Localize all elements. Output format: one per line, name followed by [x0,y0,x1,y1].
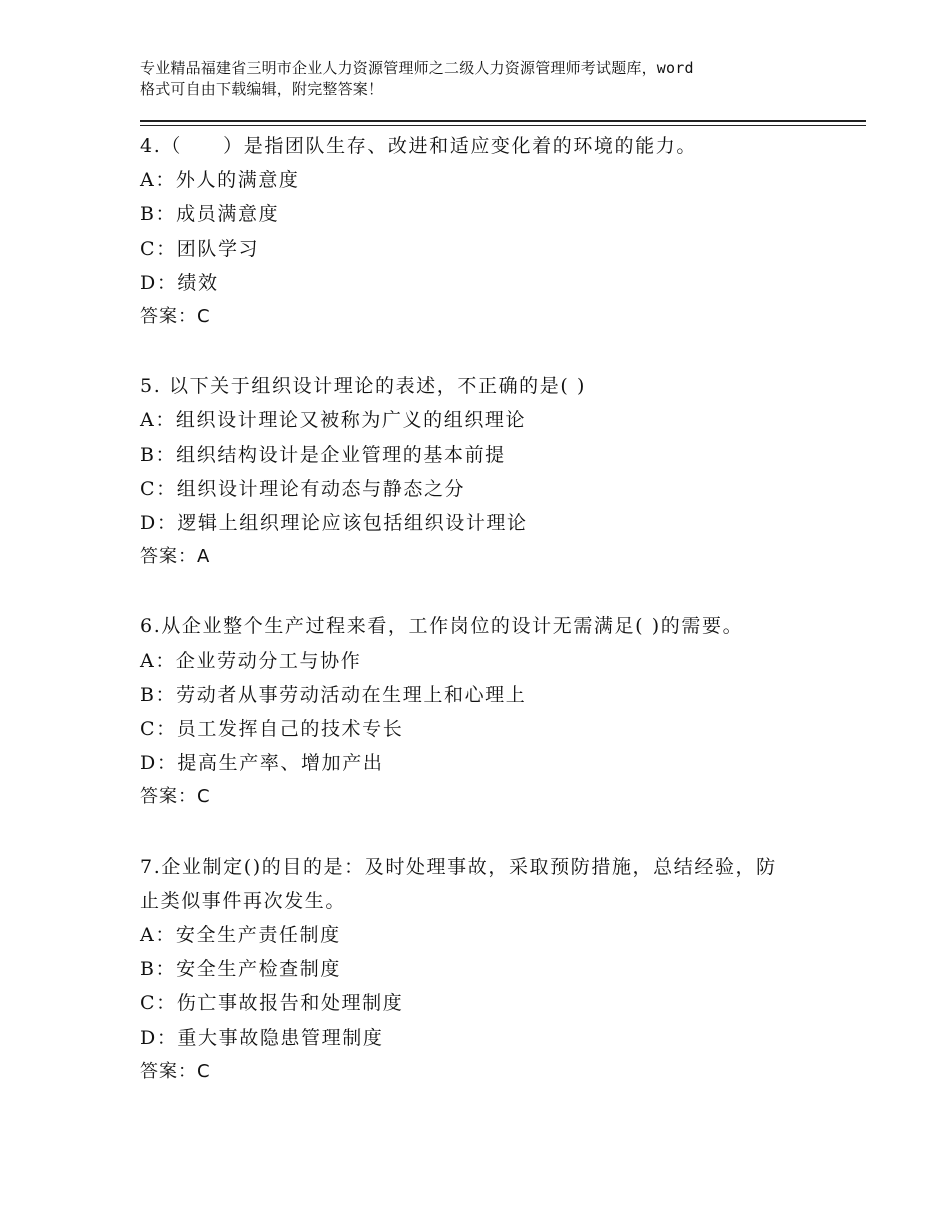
document-header [140,58,840,100]
option-d: D：提高生产率、增加产出 [140,752,384,775]
option-a: A：安全生产责任制度 [140,924,341,947]
header-rule-thin [140,125,866,126]
answer-line: 答案：C [140,306,211,328]
option-c: C：组织设计理论有动态与静态之分 [140,477,466,500]
question-7 [140,850,860,1089]
answer-line: 答案：C [140,786,211,808]
question-6 [140,609,860,814]
option-d: D：绩效 [140,271,219,294]
option-a: A：企业劳动分工与协作 [140,649,362,672]
option-c: C：伤亡事故报告和处理制度 [140,992,404,1015]
option-c: C：团队学习 [140,237,260,260]
question-stem: 7.企业制定()的目的是：及时处理事故，采取预防措施，总结经验，防止类似事件再次发生。 [140,855,777,912]
header-line-1: 专业精品福建省三明市企业人力资源管理师之二级人力资源管理师考试题库，word [140,59,694,77]
header-rule-thick [140,120,866,122]
question-stem: 6.从企业整个生产过程来看，工作岗位的设计无需满足( )的需要。 [140,615,744,638]
option-b: B：安全生产检查制度 [140,958,341,981]
option-a: A：组织设计理论又被称为广义的组织理论 [140,409,527,432]
option-c: C：员工发挥自己的技术专长 [140,718,404,741]
question-stem: 4.（ ）是指团队生存、改进和适应变化着的环境的能力。 [140,135,697,157]
answer-line: 答案：C [140,1060,211,1082]
option-a: A：外人的满意度 [140,169,300,192]
question-stem: 5. 以下关于组织设计理论的表述，不正确的是( ) [140,375,587,398]
answer-line: 答案：A [140,546,211,568]
option-d: D：逻辑上组织理论应该包括组织设计理论 [140,512,528,535]
question-list [140,129,860,1124]
question-4 [140,129,860,334]
header-line-2: 格式可自由下载编辑，附完整答案！ [140,80,384,98]
option-b: B：成员满意度 [140,203,280,226]
option-b: B：组织结构设计是企业管理的基本前提 [140,443,506,466]
question-5 [140,369,860,574]
option-b: B：劳动者从事劳动活动在生理上和心理上 [140,683,527,706]
option-d: D：重大事故隐患管理制度 [140,1026,384,1049]
